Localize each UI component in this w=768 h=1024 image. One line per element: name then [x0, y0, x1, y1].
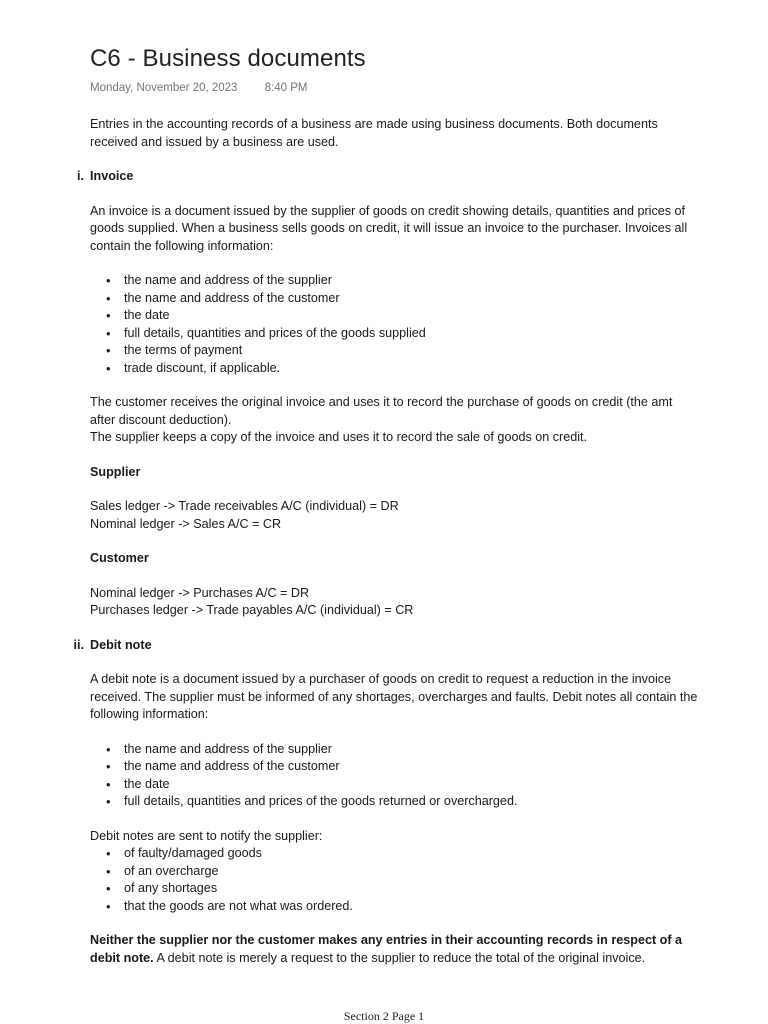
list-item: • of any shortages: [90, 880, 700, 898]
list-item: • that the goods are not what was ordered.: [90, 898, 700, 916]
debit-note-paragraph: A debit note is a document issued by a purchaser of goods on credit to request a reduction in the invoice received. The supplier must be informed of any shortages, overcharges and faults. Debit notes all contain the following information:: [90, 672, 698, 721]
customer-heading: Customer: [90, 551, 149, 565]
debit-note-heading-label: Debit note: [90, 637, 152, 652]
debit-note-info-list: [90, 741, 700, 811]
invoice-customer-paragraph: The customer receives the original invoice and uses it to record the purchase of goods on credit (the amt after discount deduction).: [90, 395, 673, 427]
list-item: • full details, quantities and prices of the goods supplied: [90, 325, 700, 343]
list-item: • the name and address of the customer: [90, 290, 700, 308]
page-time: 8:40 PM: [264, 82, 308, 94]
debit-note-closing-bold: Neither the supplier nor the customer makes any entries in their accounting records in respect of a debit note.: [90, 933, 683, 965]
supplier-entry: Sales ledger -> Trade receivables A/C (individual) = DR: [90, 499, 399, 513]
list-item: • the name and address of the customer: [90, 758, 700, 776]
list-item: • trade discount, if applicable.: [90, 360, 700, 378]
customer-entry: Nominal ledger -> Purchases A/C = DR: [90, 585, 310, 600]
debit-note-closing: [90, 932, 700, 967]
invoice-supplier-paragraph: The supplier keeps a copy of the invoice and uses it to record the sale of goods on credit.: [90, 430, 588, 444]
debit-note-notify-intro: Debit notes are sent to notify the supplier:: [90, 828, 323, 843]
invoice-heading-label: Invoice: [90, 169, 134, 183]
list-item: • the name and address of the supplier: [90, 272, 700, 290]
list-item: • the date: [90, 307, 700, 325]
list-item: • of faulty/damaged goods: [90, 845, 700, 863]
debit-note-heading: [73, 637, 700, 655]
list-item: • full details, quantities and prices of the goods returned or overcharged.: [90, 793, 700, 811]
page-meta: [90, 82, 308, 94]
page-date: Monday, November 20, 2023: [90, 82, 238, 94]
list-item: • of an overcharge: [90, 863, 700, 881]
list-item: • the date: [90, 776, 700, 794]
invoice-number: i.: [77, 169, 84, 183]
invoice-info-list: [90, 272, 700, 377]
invoice-paragraph: An invoice is a document issued by the supplier of goods on credit showing details, quantities and prices of goods supplied. When a business sells goods on credit, it will issue an invoice to the purchaser. Invoices all contain the following information:: [90, 203, 688, 253]
list-item: • the name and address of the supplier: [90, 741, 700, 759]
debit-note-number: ii.: [73, 637, 84, 652]
supplier-heading: Supplier: [90, 464, 141, 479]
customer-entry: Purchases ledger -> Trade payables A/C (individual) = CR: [90, 603, 414, 617]
supplier-entry: Nominal ledger -> Sales A/C = CR: [90, 516, 282, 531]
page-title: C6 - Business documents: [90, 45, 366, 72]
debit-note-notify-list: [90, 845, 700, 915]
list-item: • the terms of payment: [90, 342, 700, 360]
debit-note-closing-rest: A debit note is merely a request to the supplier to reduce the total of the original invoice.: [153, 950, 646, 965]
page-footer: Section 2 Page 1: [343, 1009, 425, 1023]
note-body: [73, 116, 700, 967]
invoice-heading: [77, 168, 700, 186]
intro-paragraph: Entries in the accounting records of a business are made using business documents. Both documents received and issued by a business are used.: [90, 117, 658, 149]
